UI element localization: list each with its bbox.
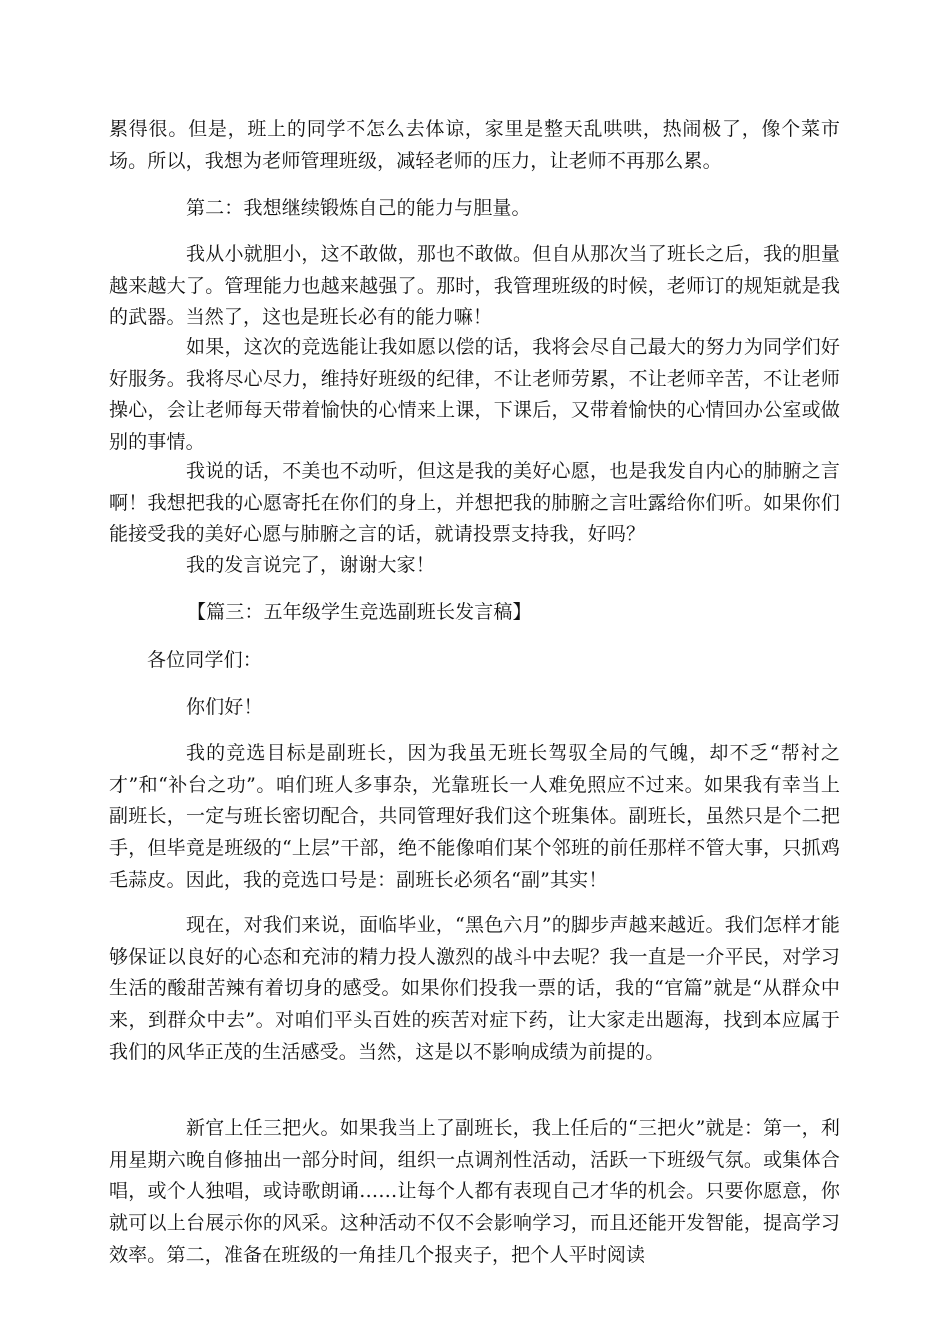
paragraph-5: 我说的话，不美也不动听，但这是我的美好心愿，也是我发自内心的肺腑之言啊！我想把我的心愿寄托在你们的身上，并想把我的肺腑之言吐露给你们听。如果你们能接受我的美好心愿与肺腑之言的话，就请投票支持我，好吗？	[109, 460, 840, 546]
greeting: 你们好！	[186, 696, 263, 718]
paragraph-4: 如果，这次的竞选能让我如愿以偿的话，我将会尽自己最大的努力为同学们好好服务。我将尽心尽力，维持好班级的纪律，不让老师劳累，不让老师辛苦，不让老师操心，会让老师每天带着愉快的心情来上课，下课后，又带着愉快的心情回办公室或做别的事情。	[109, 336, 840, 454]
paragraph-7: 我的竞选目标是副班长，因为我虽无班长驾驭全局的气魄，却不乏“帮衬之才”和“补台之功”。咱们班人多事杂，光靠班长一人难免照应不过来。如果我有幸当上副班长，一定与班长密切配合，共同管理好我们这个班集体。副班长，虽然只是个二把手，但毕竟是班级的“上层”干部，绝不能像咱们某个邻班的前任那样不管大事，只抓鸡毛蒜皮。因此，我的竞选口号是：副班长必须名“副”其实！	[109, 742, 840, 891]
salutation: 各位同学们：	[147, 649, 262, 671]
paragraph-8: 现在，对我们来说，面临毕业，“黑色六月”的脚步声越来越近。我们怎样才能够保证以良好的心态和充沛的精力投人激烈的战斗中去呢？我一直是一介平民，对学习生活的酸甜苦辣有着切身的感受。如果你们投我一票的话，我的“官篇”就是“从群众中来，到群众中去”。对咱们平头百姓的疾苦对症下药，让大家走出题海，找到本应属于我们的风华正茂的生活感受。当然，这是以不影响成绩为前提的。	[109, 914, 840, 1063]
paragraph-6: 我的发言说完了，谢谢大家！	[186, 554, 435, 576]
paragraph-2: 第二：我想继续锻炼自己的能力与胆量。	[186, 197, 531, 219]
paragraph-3: 我从小就胆小，这不敢做，那也不敢做。但自从那次当了班长之后，我的胆量越来越大了。管理能力也越来越强了。那时，我管理班级的时候，老师订的规矩就是我的武器。当然了，这也是班长必有的能力嘛！	[109, 243, 840, 329]
section-heading: 【篇三：五年级学生竞选副班长发言稿】	[187, 601, 532, 623]
paragraph-1: 累得很。但是，班上的同学不怎么去体谅，家里是整天乱哄哄，热闹极了，像个菜市场。所以，我想为老师管理班级，减轻老师的压力，让老师不再那么累。	[109, 118, 840, 172]
paragraph-9: 新官上任三把火。如果我当上了副班长，我上任后的“三把火”就是：第一，利用星期六晚自修抽出一部分时间，组织一点调剂性活动，活跃一下班级气氛。或集体合唱，或个人独唱，或诗歌朗诵……让每个人都有表现自己才华的机会。只要你愿意，你就可以上台展示你的风采。这种活动不仅不会影响学习，而且还能开发智能，提高学习效率。第二，准备在班级的一角挂几个报夹子，把个人平时阅读	[109, 1117, 840, 1266]
